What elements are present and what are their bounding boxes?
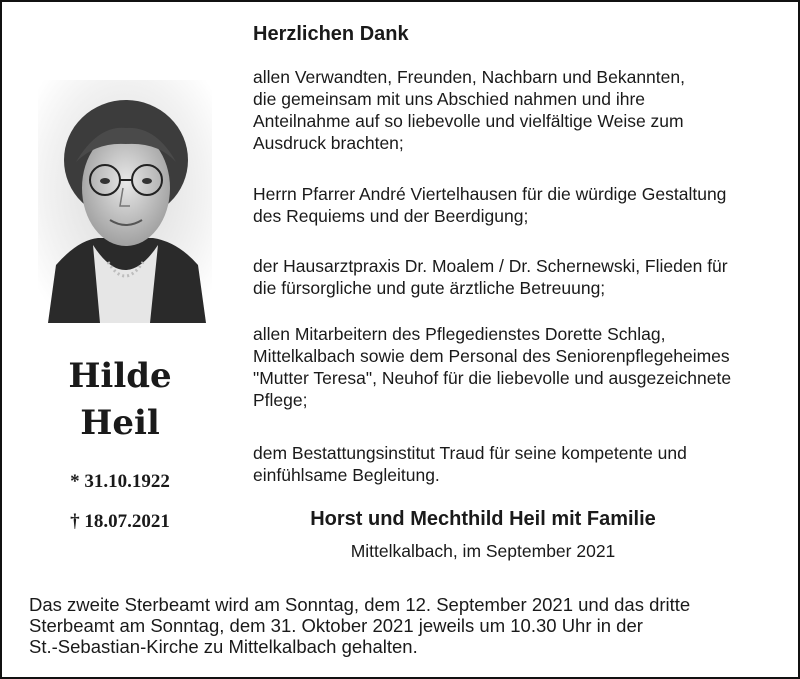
- paragraph-line: einfühlsame Begleitung.: [253, 465, 440, 485]
- paragraph-line: Pflege;: [253, 390, 308, 410]
- deceased-last-name: Heil: [80, 403, 160, 443]
- deceased-first-name: Hilde: [68, 356, 172, 396]
- thanks-paragraph-relatives: [253, 66, 793, 154]
- paragraph-line: dem Bestattungsinstitut Traud für seine kompetente und: [253, 443, 687, 463]
- paragraph-line: allen Mitarbeitern des Pflegedienstes Dorette Schlag,: [253, 324, 666, 344]
- paragraph-line: des Requiems und der Beerdigung;: [253, 206, 529, 226]
- paragraph-line: "Mutter Teresa", Neuhof für die liebevolle und ausgezeichnete: [253, 368, 732, 388]
- paragraph-line: die fürsorgliche und gute ärztliche Betreuung;: [253, 278, 606, 298]
- birth-date: * 31.10.1922: [70, 471, 170, 492]
- paragraph-line: Anteilnahme auf so liebevolle und vielfältige Weise zum: [253, 111, 684, 131]
- paragraph-line: Mittelkalbach sowie dem Personal des Seniorenpflegeheimes: [253, 346, 730, 366]
- portrait-photo: [38, 80, 212, 323]
- thanks-paragraph-pastor: [253, 183, 793, 227]
- notice-line: Das zweite Sterbeamt wird am Sonntag, dem 12. September 2021 und das dritte: [29, 594, 691, 615]
- paragraph-line: der Hausarztpraxis Dr. Moalem / Dr. Schernewski, Flieden für: [253, 256, 728, 276]
- notice-line: St.-Sebastian-Kirche zu Mittelkalbach gehalten.: [29, 636, 418, 657]
- paragraph-line: die gemeinsam mit uns Abschied nahmen und ihre: [253, 89, 646, 109]
- paragraph-line: Ausdruck brachten;: [253, 133, 404, 153]
- notice-line: Sterbeamt am Sonntag, dem 31. Oktober 2021 jeweils um 10.30 Uhr in der: [29, 615, 643, 636]
- thanks-paragraph-funeral-home: [253, 442, 793, 486]
- paragraph-line: allen Verwandten, Freunden, Nachbarn und Bekannten,: [253, 67, 685, 87]
- memorial-notice: [29, 594, 789, 657]
- thanks-paragraph-care: [253, 323, 793, 411]
- thanks-paragraph-doctor: [253, 255, 793, 299]
- portrait-icon: [38, 80, 212, 323]
- heading-thanks: Herzlichen Dank: [253, 23, 409, 45]
- death-date: † 18.07.2021: [70, 511, 170, 532]
- place-date: Mittelkalbach, im September 2021: [350, 541, 616, 561]
- family-signature: Horst und Mechthild Heil mit Familie: [310, 508, 656, 530]
- paragraph-line: Herrn Pfarrer André Viertelhausen für die würdige Gestaltung: [253, 184, 727, 204]
